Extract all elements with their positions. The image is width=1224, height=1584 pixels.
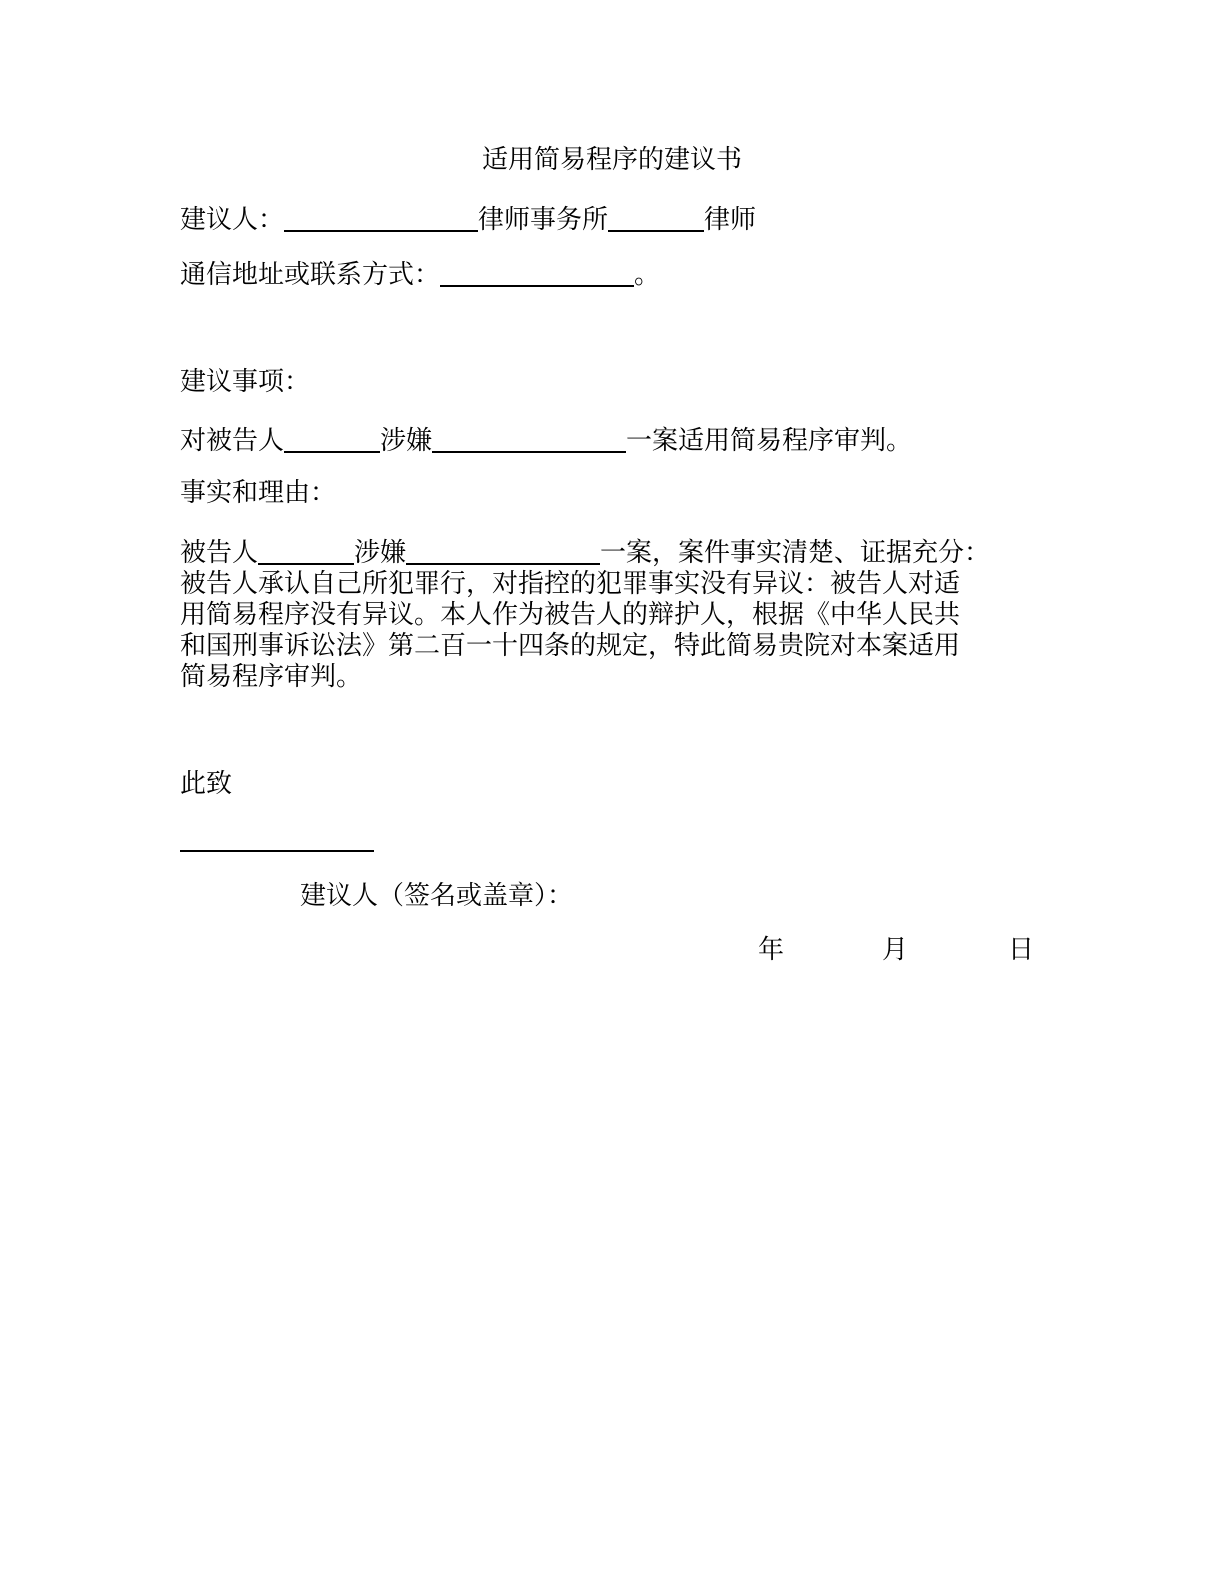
law-firm-suffix: 律师事务所 [478, 205, 609, 235]
facts-line-5: 简易程序审判。 [180, 662, 363, 692]
facts-defendant-blank[interactable] [258, 537, 354, 565]
matters-line [180, 421, 912, 457]
facts-charge-blank[interactable] [406, 537, 600, 565]
contact-blank[interactable] [440, 259, 634, 287]
facts-line1-prefix: 被告人 [180, 538, 259, 568]
date-year: 年 [758, 935, 785, 965]
signature-label: 建议人（签名或盖章）： [300, 881, 574, 911]
matters-mid: 涉嫌 [380, 426, 433, 456]
facts-line-1 [180, 533, 1020, 569]
contact-end: 。 [634, 260, 661, 290]
facts-heading: 事实和理由： [180, 478, 337, 508]
matters-prefix: 对被告人 [180, 426, 285, 456]
proposer-line [180, 200, 756, 236]
recipient-court-blank[interactable] [180, 850, 374, 852]
date-day: 日 [1008, 935, 1035, 965]
matters-suffix: 一案适用简易程序审判。 [626, 426, 913, 456]
facts-line-2: 被告人承认自己所犯罪行，对指控的犯罪事实没有异议：被告人对适 [180, 569, 961, 599]
matters-heading: 建议事项： [180, 367, 311, 397]
defendant-name-blank[interactable] [284, 425, 380, 453]
contact-label: 通信地址或联系方式： [180, 260, 441, 290]
facts-line-4: 和国刑事诉讼法》第二百一十四条的规定，特此简易贵院对本案适用 [180, 631, 961, 661]
facts-line1-mid: 涉嫌 [354, 538, 407, 568]
contact-line [180, 255, 660, 291]
facts-line-3: 用简易程序没有异议。本人作为被告人的辩护人，根据《中华人民共 [180, 600, 961, 630]
facts-line1-suffix: 一案，案件事实清楚、证据充分： [600, 538, 991, 568]
document-title: 适用简易程序的建议书 [481, 145, 742, 175]
date-month: 月 [882, 935, 909, 965]
facts-paragraph [180, 533, 1020, 693]
lawyer-suffix: 律师 [704, 205, 757, 235]
salutation: 此致 [180, 769, 233, 799]
charge-blank[interactable] [432, 425, 626, 453]
law-firm-blank[interactable] [284, 204, 478, 232]
lawyer-name-blank[interactable] [608, 204, 704, 232]
proposer-label: 建议人： [180, 205, 285, 235]
